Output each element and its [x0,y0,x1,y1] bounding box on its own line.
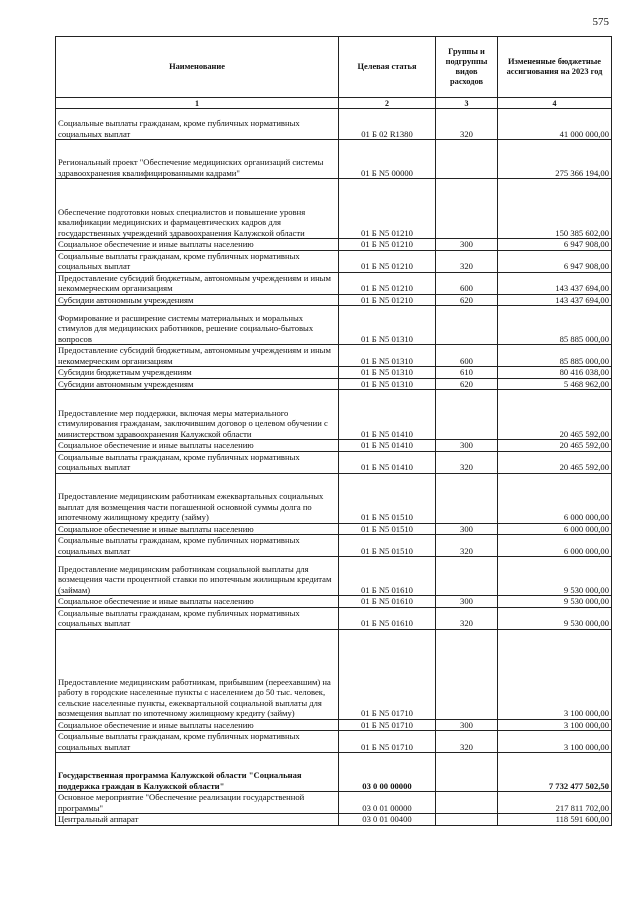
cell-target: 01 Б N5 01210 [339,179,436,239]
column-number: 4 [498,98,612,109]
cell-target: 03 0 00 00000 [339,753,436,792]
cell-target: 01 Б N5 01710 [339,629,436,719]
cell-sum: 217 811 702,00 [498,792,612,814]
cell-target: 03 0 01 00000 [339,792,436,814]
table-row [56,440,612,452]
cell-group: 300 [436,719,498,731]
cell-group: 320 [436,250,498,272]
cell-name: Социальное обеспечение и иные выплаты населению [56,596,339,608]
cell-name: Социальное обеспечение и иные выплаты населению [56,440,339,452]
cell-name: Социальные выплаты гражданам, кроме публичных нормативных социальных выплат [56,731,339,753]
cell-sum: 3 100 000,00 [498,731,612,753]
cell-target: 01 Б N5 01510 [339,473,436,523]
cell-target: 01 Б N5 01710 [339,719,436,731]
cell-sum: 275 366 194,00 [498,140,612,179]
table-row [56,753,612,792]
cell-target: 01 Б N5 01410 [339,440,436,452]
cell-target: 01 Б N5 01610 [339,557,436,596]
cell-sum: 7 732 477 502,50 [498,753,612,792]
cell-target: 03 0 01 00400 [339,814,436,826]
column-number: 2 [339,98,436,109]
cell-name: Социальные выплаты гражданам, кроме публичных нормативных социальных выплат [56,535,339,557]
cell-name: Предоставление медицинским работникам ежеквартальных социальных выплат для возмещения части погашенной основной суммы долга по ипотечному жилищному кредиту (займу) [56,473,339,523]
table-row [56,272,612,294]
table-header-row [56,37,612,98]
cell-group [436,179,498,239]
cell-group [436,753,498,792]
page-number: 575 [592,16,609,28]
cell-sum: 20 465 592,00 [498,451,612,473]
column-header-target: Целевая статья [339,37,436,98]
cell-name: Предоставление субсидий бюджетным, автономным учреждениям и иным некоммерческим организациям [56,272,339,294]
cell-sum: 5 468 962,00 [498,378,612,390]
cell-group: 600 [436,345,498,367]
table-row [56,451,612,473]
cell-group: 320 [436,109,498,140]
cell-name: Центральный аппарат [56,814,339,826]
cell-name: Социальное обеспечение и иные выплаты населению [56,523,339,535]
cell-sum: 150 385 602,00 [498,179,612,239]
cell-sum: 85 885 000,00 [498,306,612,345]
cell-name: Социальное обеспечение и иные выплаты населению [56,719,339,731]
cell-group: 300 [436,596,498,608]
cell-sum: 6 000 000,00 [498,523,612,535]
table-row [56,596,612,608]
column-header-sum: Измененные бюджетные ассигнования на 2023 год [498,37,612,98]
cell-target: 01 Б 02 R1380 [339,109,436,140]
cell-name: Субсидии бюджетным учреждениям [56,367,339,379]
table-row [56,792,612,814]
cell-sum: 41 000 000,00 [498,109,612,140]
cell-name: Социальные выплаты гражданам, кроме публичных нормативных социальных выплат [56,451,339,473]
column-number-row [56,98,612,109]
table-row [56,367,612,379]
cell-target: 01 Б N5 01610 [339,607,436,629]
cell-name: Социальные выплаты гражданам, кроме публичных нормативных социальных выплат [56,607,339,629]
cell-group: 320 [436,607,498,629]
cell-group: 610 [436,367,498,379]
table-row [56,719,612,731]
cell-group: 320 [436,535,498,557]
cell-name: Предоставление субсидий бюджетным, автономным учреждениям и иным некоммерческим организациям [56,345,339,367]
cell-target: 01 Б N5 01310 [339,345,436,367]
cell-name: Предоставление медицинским работникам, прибывшим (переехавшим) на работу в городские населенные пункты с населением до 50 тыс. человек, сельские населенные пункты, ежеквартальной социальной выплаты для возмещения выплат по ипотечному жилищному кредиту (займу) [56,629,339,719]
cell-sum: 6 947 908,00 [498,239,612,251]
cell-target: 01 Б N5 01410 [339,451,436,473]
cell-sum: 6 947 908,00 [498,250,612,272]
cell-sum: 9 530 000,00 [498,607,612,629]
cell-group: 300 [436,239,498,251]
cell-group [436,140,498,179]
cell-sum: 9 530 000,00 [498,557,612,596]
table-row [56,557,612,596]
cell-group [436,390,498,440]
table-row [56,345,612,367]
cell-target: 01 Б N5 01510 [339,523,436,535]
budget-table [55,36,612,826]
cell-group [436,473,498,523]
cell-group [436,629,498,719]
column-number: 3 [436,98,498,109]
cell-group: 320 [436,731,498,753]
cell-name: Социальное обеспечение и иные выплаты населению [56,239,339,251]
cell-sum: 20 465 592,00 [498,440,612,452]
table-row [56,731,612,753]
table-row [56,239,612,251]
cell-sum: 6 000 000,00 [498,473,612,523]
cell-sum: 143 437 694,00 [498,294,612,306]
cell-group: 600 [436,272,498,294]
table-row [56,306,612,345]
cell-sum: 118 591 600,00 [498,814,612,826]
column-header-group: Группы и подгруппы видов расходов [436,37,498,98]
cell-sum: 6 000 000,00 [498,535,612,557]
cell-name: Основное мероприятие "Обеспечение реализации государственной программы" [56,792,339,814]
cell-group [436,814,498,826]
cell-target: 01 Б N5 01210 [339,272,436,294]
cell-group: 300 [436,440,498,452]
column-header-name: Наименование [56,37,339,98]
cell-target: 01 Б N5 01310 [339,367,436,379]
cell-group [436,557,498,596]
cell-name: Формирование и расширение системы материальных и моральных стимулов для медицинских работников, решение социально-бытовых вопросов [56,306,339,345]
cell-name: Субсидии автономным учреждениям [56,378,339,390]
cell-target: 01 Б N5 01310 [339,378,436,390]
cell-name: Обеспечение подготовки новых специалистов и повышение уровня квалификации медицинских и фармацевтических кадров для государственных учреждений здравоохранения Калужской области [56,179,339,239]
table-row [56,109,612,140]
cell-sum: 80 416 038,00 [498,367,612,379]
cell-name: Социальные выплаты гражданам, кроме публичных нормативных социальных выплат [56,250,339,272]
cell-target: 01 Б N5 01210 [339,294,436,306]
table-row [56,250,612,272]
cell-name: Государственная программа Калужской области "Социальная поддержка граждан в Калужской области" [56,753,339,792]
cell-sum: 3 100 000,00 [498,629,612,719]
cell-target: 01 Б N5 01610 [339,596,436,608]
cell-group [436,792,498,814]
table-row [56,523,612,535]
table-row [56,179,612,239]
cell-name: Региональный проект "Обеспечение медицинских организаций системы здравоохранения квалифицированными кадрами" [56,140,339,179]
cell-target: 01 Б N5 01710 [339,731,436,753]
cell-sum: 85 885 000,00 [498,345,612,367]
cell-name: Субсидии автономным учреждениям [56,294,339,306]
cell-sum: 3 100 000,00 [498,719,612,731]
cell-target: 01 Б N5 01310 [339,306,436,345]
cell-name: Социальные выплаты гражданам, кроме публичных нормативных социальных выплат [56,109,339,140]
cell-target: 01 Б N5 00000 [339,140,436,179]
cell-target: 01 Б N5 01210 [339,239,436,251]
column-number: 1 [56,98,339,109]
table-row [56,629,612,719]
table-row [56,607,612,629]
cell-name: Предоставление мер поддержки, включая меры материального стимулирования гражданам, заключившим договор о целевом обучении с министерством здравоохранения Калужской области [56,390,339,440]
table-row [56,378,612,390]
cell-group: 320 [436,451,498,473]
cell-group: 620 [436,294,498,306]
cell-sum: 9 530 000,00 [498,596,612,608]
cell-target: 01 Б N5 01210 [339,250,436,272]
cell-group: 620 [436,378,498,390]
cell-group: 300 [436,523,498,535]
table-row [56,294,612,306]
cell-target: 01 Б N5 01410 [339,390,436,440]
cell-name: Предоставление медицинским работникам социальной выплаты для возмещения части процентной ставки по ипотечным жилищным кредитам (займам) [56,557,339,596]
table-row [56,140,612,179]
cell-group [436,306,498,345]
cell-sum: 143 437 694,00 [498,272,612,294]
table-row [56,390,612,440]
cell-target: 01 Б N5 01510 [339,535,436,557]
table-row [56,473,612,523]
table-row [56,535,612,557]
table-row [56,814,612,826]
cell-sum: 20 465 592,00 [498,390,612,440]
